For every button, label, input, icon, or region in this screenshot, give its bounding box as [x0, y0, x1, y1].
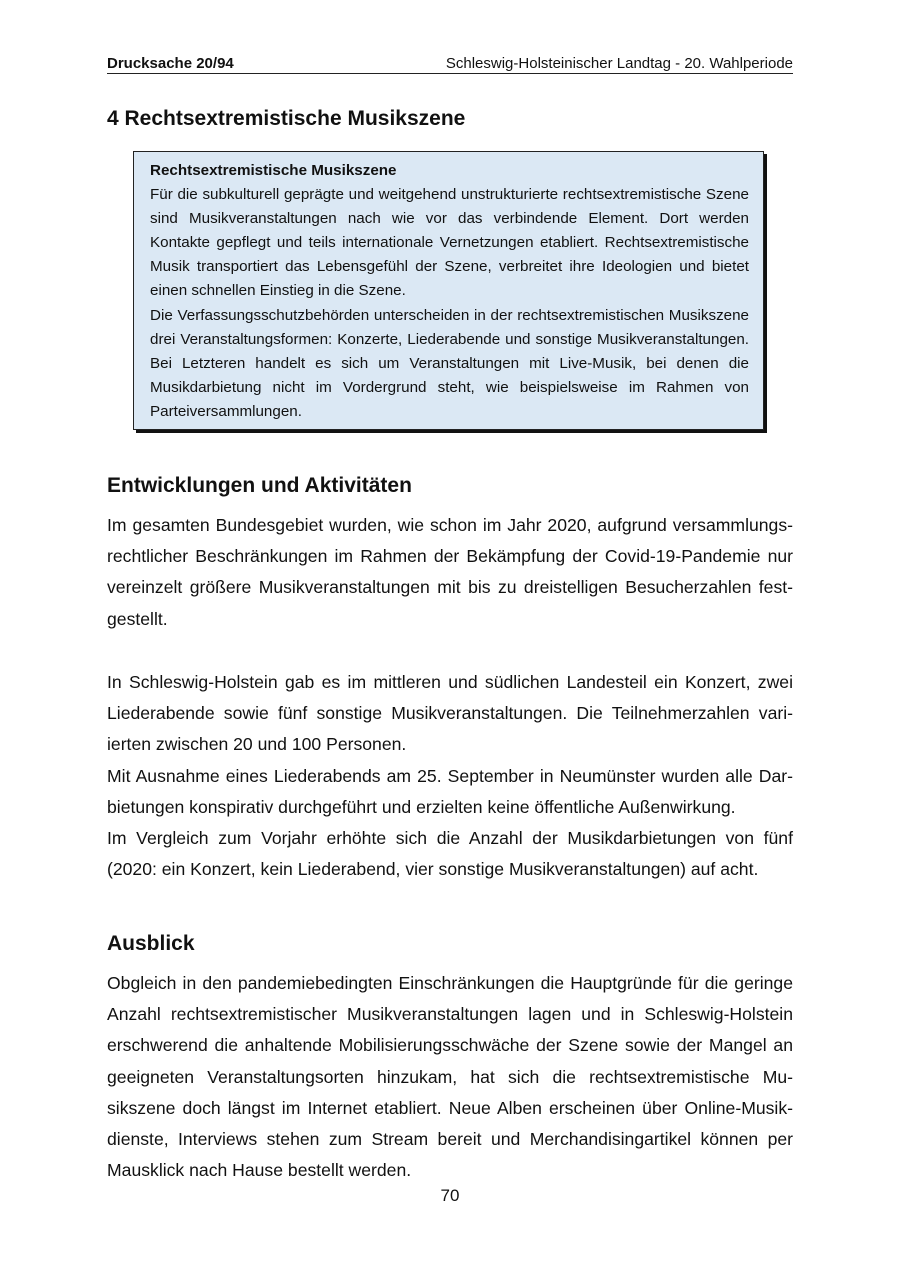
text-line: ierten zwischen 20 und 100 Personen.	[107, 734, 407, 755]
body-paragraph	[107, 761, 793, 823]
info-box-paragraph: Für die subkulturell geprägte und weitgehend unstrukturierte rechtsextremistische Szene sind Musikveranstaltungen nach wie vor das verbindende Element. Dort werden Kontakte gepflegt und teils internationale Vernetzungen etabliert. Rechtsextremistische Musik transportiert das Lebensgefühl der Szene, verbreitet ihre Ideologien und bietet einen schnellen Einstieg in die Szene.	[150, 186, 749, 300]
text-line: Anzahl rechtsextremistischer Musikveranstaltungen lagen und in Schleswig-Holstein	[107, 1004, 793, 1025]
info-box-paragraph: Die Verfassungsschutzbehörden unterscheiden in der rechtsextremistischen Musikszene drei Veranstaltungsformen: Konzerte, Liederabende und sonstige Musikveranstaltungen. Bei Letzteren handelt es sich um Veranstaltungen mit Live-Musik, bei denen die Musikdarbietung nicht im Vordergrund steht, wie beispielsweise im Rahmen von Parteiversammlungen.	[150, 306, 749, 420]
text-line: Mausklick nach Hause bestellt werden.	[107, 1160, 412, 1181]
body-paragraph	[107, 823, 793, 885]
text-line: bietungen konspirativ durchgeführt und erzielten keine öffentliche Außenwirkung.	[107, 797, 736, 818]
text-line: Obgleich in den pandemiebedingten Einschränkungen die Hauptgründe für die geringe	[107, 973, 793, 993]
text-line: Im Vergleich zum Vorjahr erhöhte sich die Anzahl der Musikdarbietungen von fünf	[107, 828, 793, 848]
body-paragraph	[107, 510, 793, 635]
section-heading-entwicklungen: Entwicklungen und Aktivitäten	[107, 474, 412, 497]
text-line: rechtlicher Beschränkungen im Rahmen der Bekämpfung der Covid-19-Pandemie nur	[107, 546, 793, 567]
text-line: sikszene doch längst im Internet etabliert. Neue Alben erscheinen über Online-Musik-	[107, 1097, 793, 1118]
page-header	[107, 54, 793, 74]
section-heading-ausblick: Ausblick	[107, 932, 195, 955]
chapter-title: 4 Rechtsextremistische Musikszene	[107, 107, 466, 130]
text-line: vereinzelt größere Musikveranstaltungen mit bis zu dreistelligen Besucherzahlen fest-	[107, 577, 793, 598]
text-line: geeigneten Veranstaltungsorten hinzukam, hat sich die rechtsextremistische Mu-	[107, 1066, 793, 1087]
text-line: Liederabende sowie fünf sonstige Musikveranstaltungen. Die Teilnehmerzahlen vari-	[107, 703, 793, 724]
text-line: gestellt.	[107, 608, 168, 629]
text-line: dienste, Interviews stehen zum Stream bereit und Merchandisingartikel können per	[107, 1129, 793, 1150]
parliament-name: Schleswig-Holsteinischer Landtag - 20. Wahlperiode	[445, 55, 793, 72]
body-paragraph	[107, 968, 793, 1186]
body-paragraph	[107, 667, 793, 761]
text-line: (2020: ein Konzert, kein Liederabend, vier sonstige Musikveranstaltungen) auf acht.	[107, 859, 759, 880]
document-number: Drucksache 20/94	[107, 55, 234, 72]
text-line: erschwerend die anhaltende Mobilisierungsschwäche der Szene sowie der Mangel an	[107, 1035, 793, 1056]
text-line: Mit Ausnahme eines Liederabends am 25. September in Neumünster wurden alle Dar-	[107, 766, 793, 786]
info-box-title: Rechtsextremistische Musikszene	[150, 162, 397, 179]
page-number: 70	[440, 1186, 460, 1205]
text-line: Im gesamten Bundesgebiet wurden, wie schon im Jahr 2020, aufgrund versammlungs-	[107, 515, 793, 535]
text-line: In Schleswig-Holstein gab es im mittleren und südlichen Landesteil ein Konzert, zwei	[107, 672, 793, 692]
info-box	[133, 151, 764, 430]
